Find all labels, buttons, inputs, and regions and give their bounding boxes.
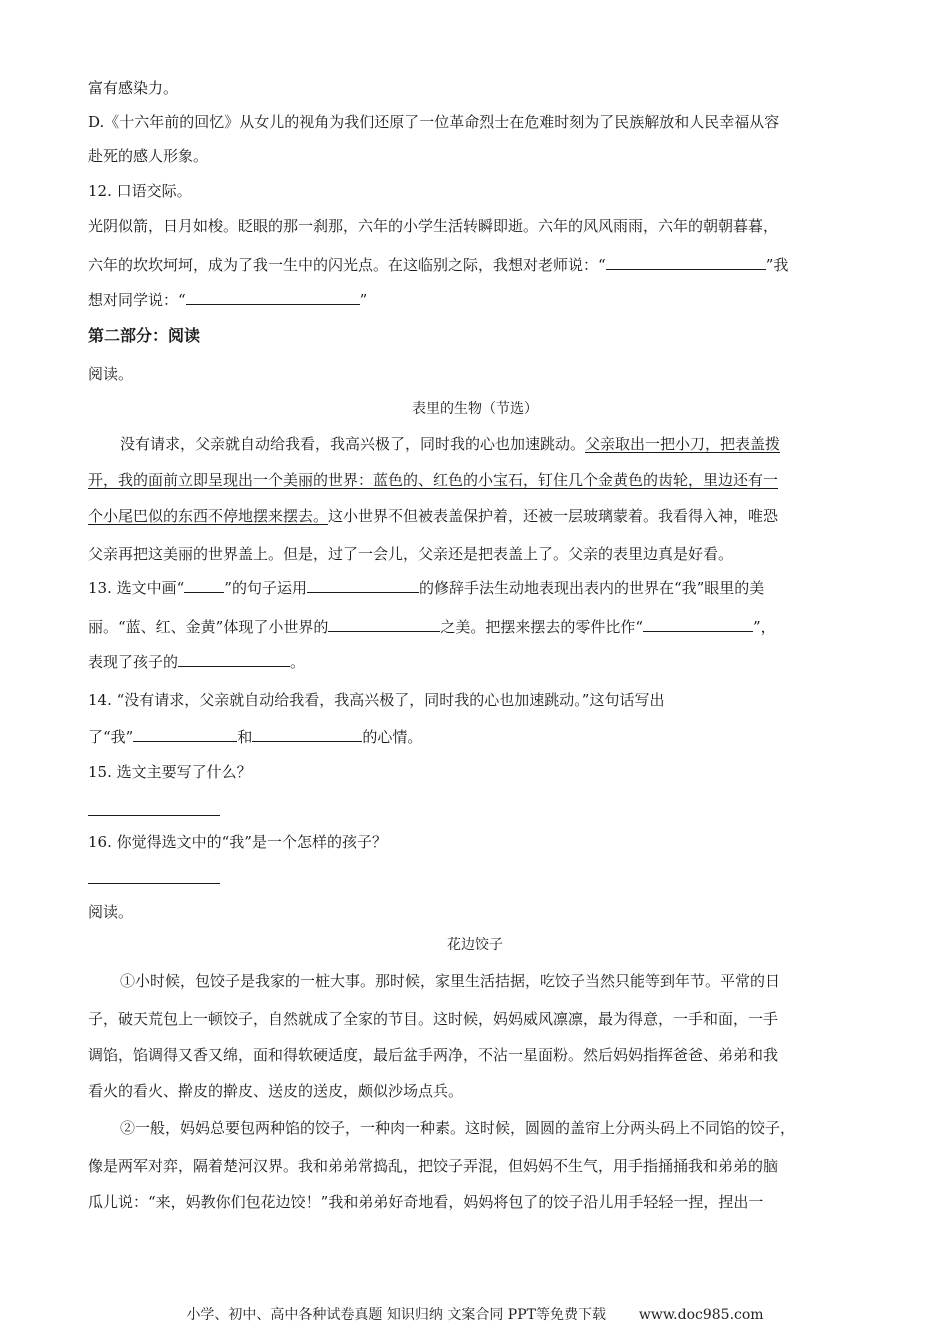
text-span: 表现了孩子的 xyxy=(88,653,179,671)
passage-line: 子，破天荒包上一顿饺子，自然就成了全家的节目。这时候，妈妈威风凛凛，最为得意，一手和面，一手 xyxy=(88,1010,779,1028)
instruction: 阅读。 xyxy=(88,365,134,383)
question-13-text xyxy=(88,652,305,672)
text-span: 丽。“蓝、红、金黄”体现了小世界的 xyxy=(88,618,329,636)
text-span: 没有请求，父亲就自动给我看，我高兴极了，同时我的心也加速跳动。 xyxy=(120,435,586,453)
answer-blank[interactable] xyxy=(307,578,419,593)
underlined-sentence: 个小尾巴似的东西不停地摆来摆去。 xyxy=(88,507,329,525)
answer-blank[interactable] xyxy=(186,290,360,305)
question-13-text xyxy=(88,578,764,598)
text-span: 的修辞手法生动地表现出表内的世界在“我”眼里的美 xyxy=(418,579,765,597)
question-14-text xyxy=(88,727,422,747)
underlined-sentence: 父亲取出一把小刀，把表盖拨 xyxy=(585,435,781,453)
answer-blank[interactable] xyxy=(178,652,290,667)
footer-link[interactable]: www.doc985.com xyxy=(638,1307,764,1323)
text-span: 六年的坎坎坷坷，成为了我一生中的闪光点。在这临别之际，我想对老师说：“ xyxy=(88,256,606,274)
answer-blank[interactable] xyxy=(606,255,766,270)
text-span: 想对同学说：“ xyxy=(88,291,186,309)
question-14-text: 14. “没有请求，父亲就自动给我看，我高兴极了，同时我的心也加速跳动。”这句话写出 xyxy=(88,691,665,709)
option-d-line: 赴死的感人形象。 xyxy=(88,147,209,165)
passage-line: ②一般，妈妈总要包两种馅的饺子，一种肉一种素。这时候，圆圆的盖帘上分两头码上不同馅的饺子， xyxy=(120,1119,796,1137)
passage-line: 调馅，馅调得又香又绵，面和得软硬适度，最后盆手两净，不沾一星面粉。然后妈妈指挥爸爸、弟弟和我 xyxy=(88,1046,779,1064)
question-15-label: 15. 选文主要写了什么？ xyxy=(88,763,252,781)
footer-text: 小学、初中、高中各种试卷真题 知识归纳 文案合同 PPT等免费下载 xyxy=(186,1307,606,1323)
text-span: ”我 xyxy=(765,256,789,274)
answer-blank[interactable] xyxy=(328,617,440,632)
text-span: ”的句子运用 xyxy=(224,579,307,597)
passage-line: 父亲再把这美丽的世界盖上。但是，过了一会儿，父亲还是把表盖上了。父亲的表里边真是好看。 xyxy=(88,545,734,563)
passage-line xyxy=(88,506,778,526)
answer-blank[interactable] xyxy=(643,617,753,632)
answer-blank[interactable] xyxy=(133,727,237,742)
text-span: ” xyxy=(359,291,368,309)
text-span: 13. 选文中画“ xyxy=(88,579,185,597)
passage-line xyxy=(120,434,780,454)
text-span: 和 xyxy=(237,728,253,746)
question-12-text: 光阴似箭，日月如梭。眨眼的那一刹那，六年的小学生活转瞬即逝。六年的风风雨雨，六年的朝朝暮暮， xyxy=(88,217,779,235)
passage-title: 花边饺子 xyxy=(447,937,503,953)
answer-blank[interactable] xyxy=(184,578,224,593)
text-span: 这小世界不但被表盖保护着，还被一层玻璃蒙着。我看得入神，唯恐 xyxy=(328,507,779,525)
answer-line[interactable] xyxy=(88,883,220,884)
answer-line[interactable] xyxy=(88,815,220,816)
passage-line: ①小时候，包饺子是我家的一桩大事。那时候，家里生活拮据，吃饺子当然只能等到年节。平常的日 xyxy=(120,972,781,990)
option-d-line: D.《十六年前的回忆》从女儿的视角为我们还原了一位革命烈士在危难时刻为了民族解放和人民幸福从容 xyxy=(88,113,780,131)
text-span: 。 xyxy=(290,653,306,671)
passage-line: 瓜儿说：“来，妈教你们包花边饺！”我和弟弟好奇地看，妈妈将包了的饺子沿儿用手轻轻一捏，捏出一 xyxy=(88,1193,764,1211)
text-span: ”， xyxy=(753,618,776,636)
text-line: 富有感染力。 xyxy=(88,79,179,97)
text-span: 了“我” xyxy=(88,728,134,746)
section-heading: 第二部分：阅读 xyxy=(88,326,201,345)
question-12-text xyxy=(88,290,367,310)
question-16-label: 16. 你觉得选文中的“我”是一个怎样的孩子？ xyxy=(88,833,387,851)
text-span: 之美。把摆来摆去的零件比作“ xyxy=(440,618,644,636)
answer-blank[interactable] xyxy=(252,727,362,742)
question-12-label: 12. 口语交际。 xyxy=(88,182,192,200)
passage-line: 像是两军对弈，隔着楚河汉界。我和弟弟常捣乱，把饺子弄混，但妈妈不生气，用手指捅捅我和弟弟的脑 xyxy=(88,1157,779,1175)
underlined-sentence: 开，我的面前立即呈现出一个美丽的世界：蓝色的、红色的小宝石，钉住几个金黄色的齿轮，里边还有一 xyxy=(88,471,779,489)
instruction: 阅读。 xyxy=(88,903,134,921)
question-12-text xyxy=(88,255,788,275)
passage-line: 看火的看火、擀皮的擀皮、送皮的送皮，颇似沙场点兵。 xyxy=(88,1082,464,1100)
page-footer xyxy=(0,1305,950,1325)
text-span: 的心情。 xyxy=(362,728,423,746)
question-13-text xyxy=(88,617,776,637)
passage-title: 表里的生物（节选） xyxy=(412,401,538,417)
